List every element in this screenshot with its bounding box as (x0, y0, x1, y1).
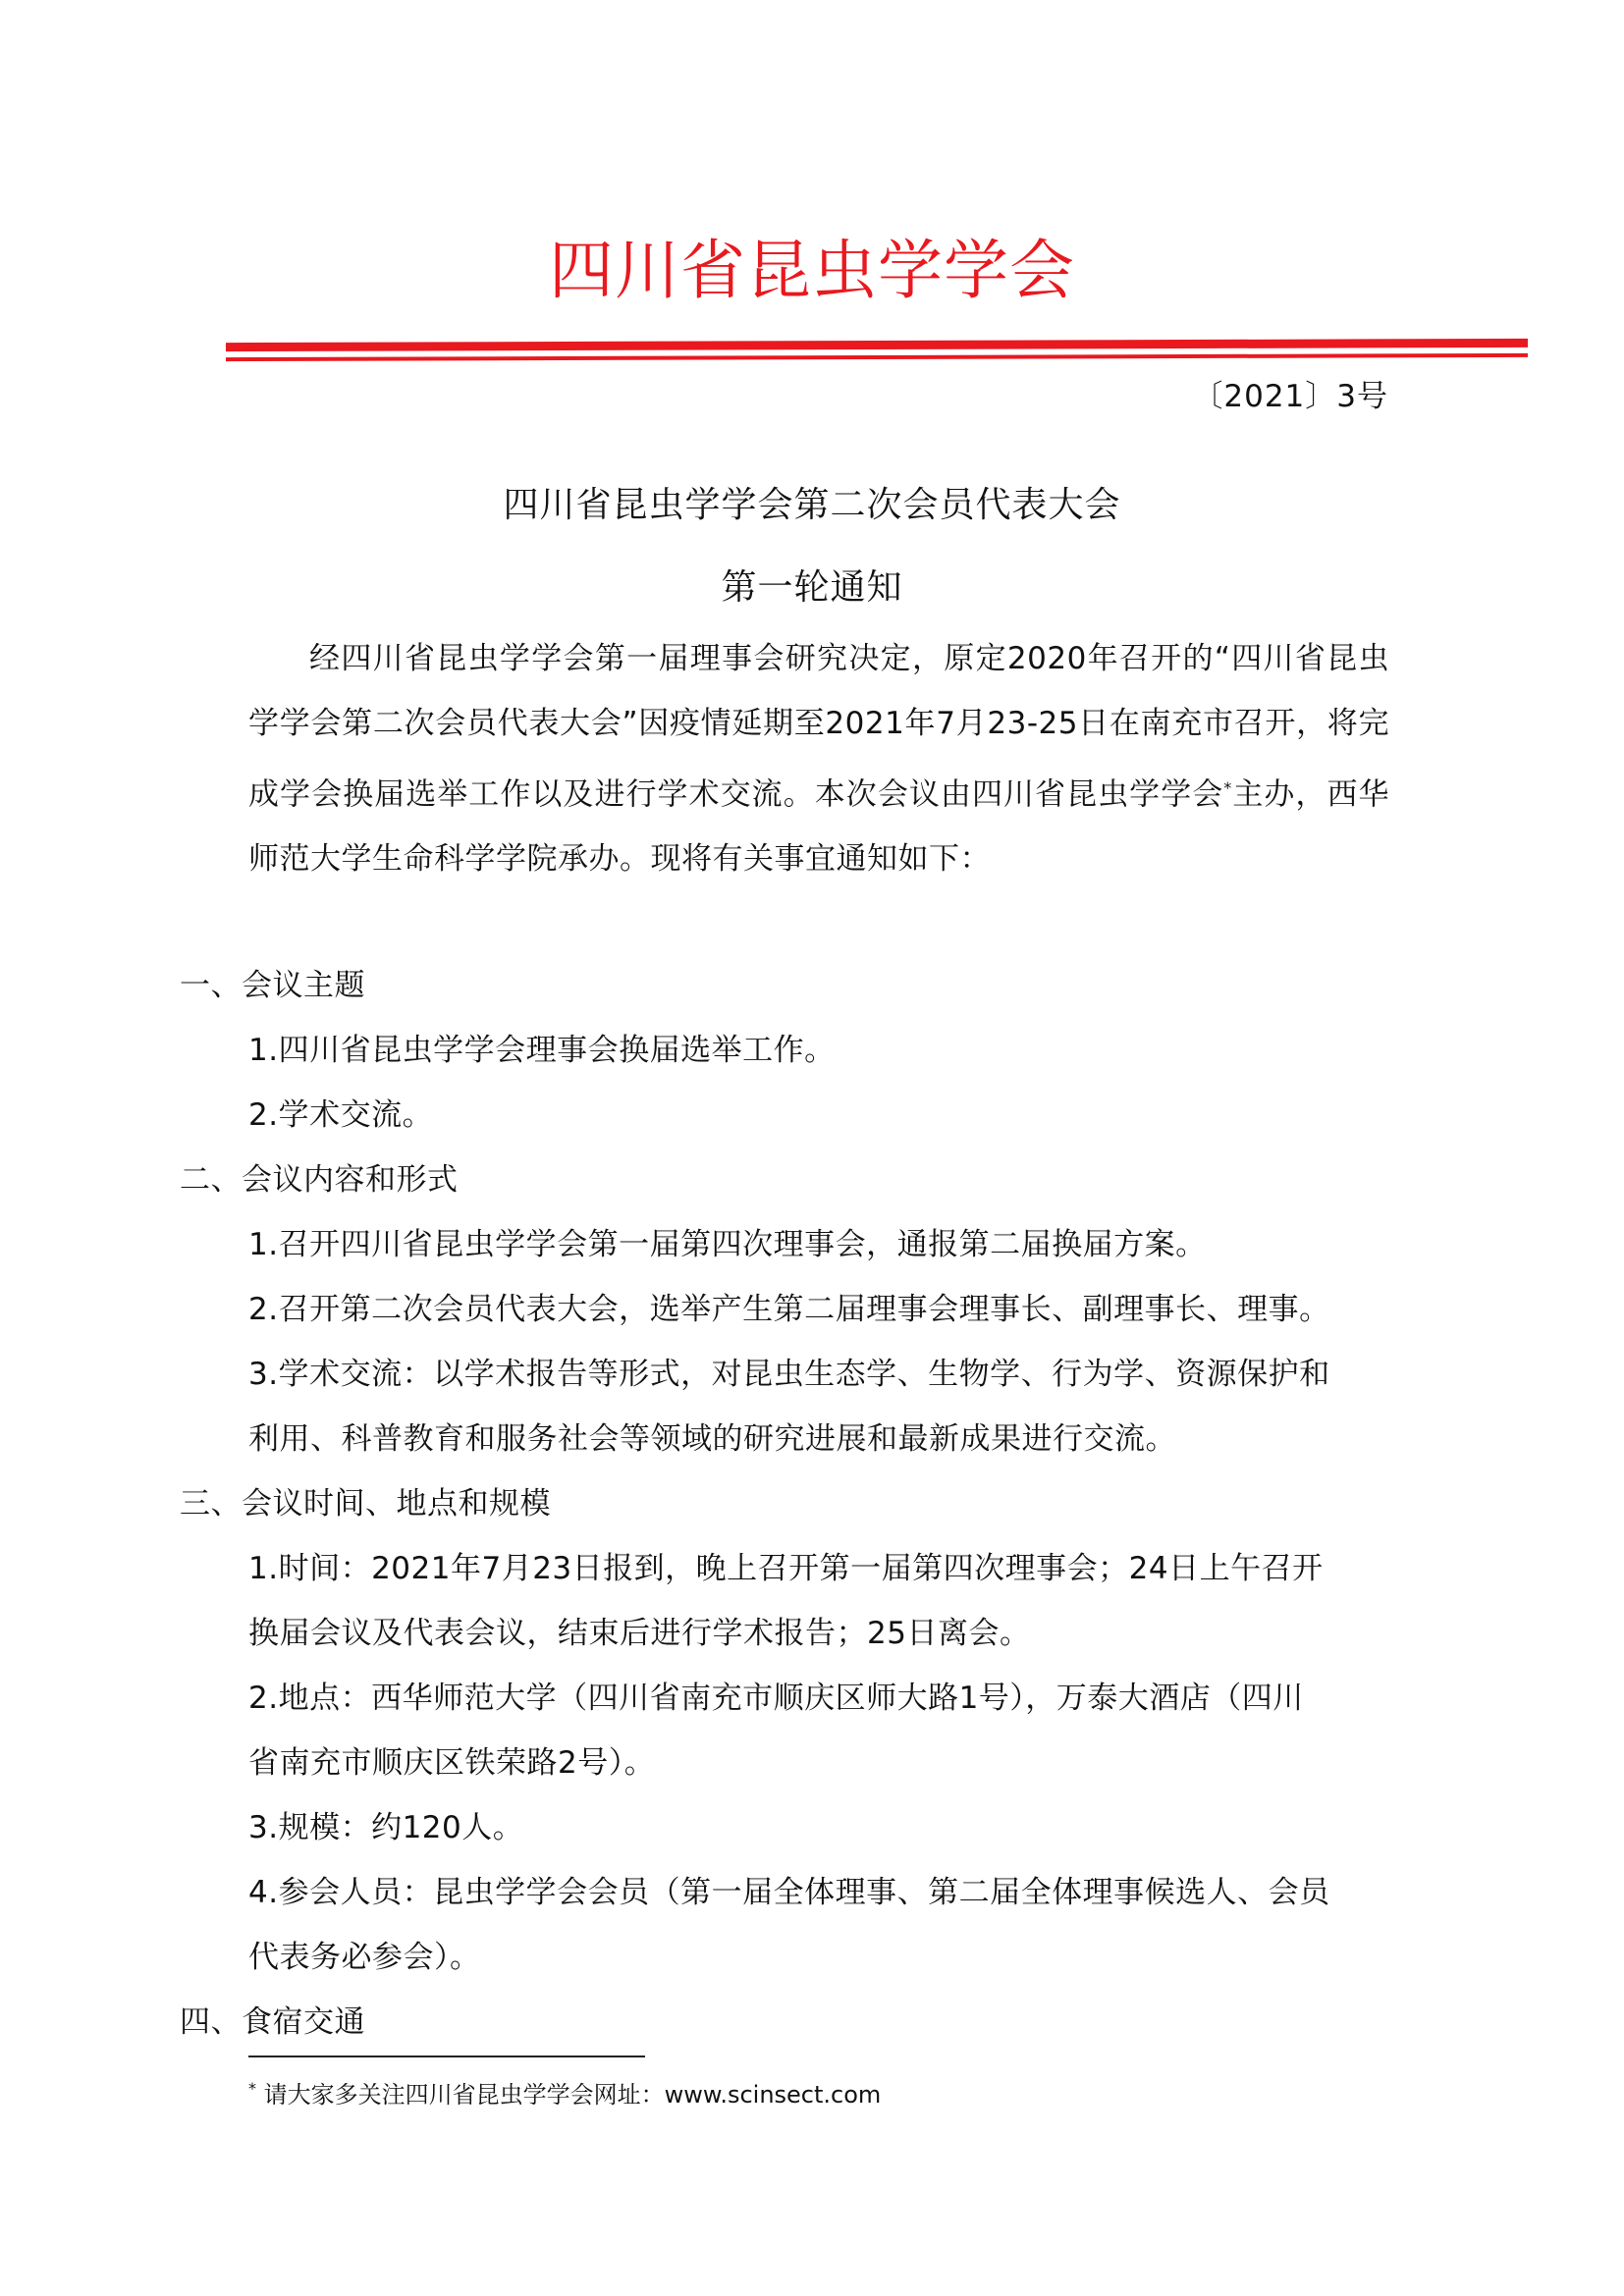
intro-text-part1: 经四川省昆虫学学会第一届理事会研究决定，原定2020年召开的“四川省昆虫学学会第二次会员代表大会”因疫情延期至2021年7月23-25日在南充市召开，将完成学会换届选举工作以及进行学术交流。本次会议由四川省昆虫学学会 (248, 641, 1389, 813)
section-heading: 二、会议内容和形式 (180, 1162, 459, 1198)
section-item-continuation: 省南充市顺庆区铁荣路2号）。 (248, 1745, 656, 1781)
section-heading: 四、食宿交通 (180, 2004, 365, 2040)
letterhead-red-rule-thick (226, 339, 1528, 351)
letterhead-red-rule-thin (226, 353, 1528, 361)
section-item-continuation: 代表务必参会）。 (248, 1940, 481, 1975)
intro-paragraph (248, 626, 1389, 891)
org-letterhead-title: 四川省昆虫学学会 (549, 233, 1075, 308)
section-item: 1.四川省昆虫学学会理事会换届选举工作。 (248, 1033, 836, 1068)
section-item-continuation: 利用、科普教育和服务社会等领域的研究进展和最新成果进行交流。 (248, 1421, 1176, 1457)
footnote-reference-mark: * (1223, 778, 1232, 797)
document-number: 〔2021〕3号 (1192, 379, 1388, 414)
section-item: 3.规模：约120人。 (248, 1810, 524, 1845)
section-item: 3.学术交流：以学术报告等形式，对昆虫生态学、生物学、行为学、资源保护和 (248, 1357, 1330, 1392)
section-item: 1.时间：2021年7月23日报到，晚上召开第一届第四次理事会；24日上午召开 (248, 1551, 1324, 1586)
section-heading: 三、会议时间、地点和规模 (180, 1486, 551, 1522)
section-item-continuation: 换届会议及代表会议，结束后进行学术报告；25日离会。 (248, 1616, 1031, 1651)
section-item: 2.学术交流。 (248, 1097, 434, 1133)
footnote-text: 请大家多关注四川省昆虫学学会网址：www.scinsect.com (263, 2081, 882, 2109)
document-subtitle: 第一轮通知 (721, 567, 903, 608)
section-item: 2.地点：西华师范大学（四川省南充市顺庆区师大路1号），万泰大酒店（四川 (248, 1681, 1304, 1716)
document-title: 四川省昆虫学学会第二次会员代表大会 (503, 485, 1121, 525)
section-item: 2.召开第二次会员代表大会，选举产生第二届理事会理事长、副理事长、理事。 (248, 1292, 1330, 1327)
section-item: 1.召开四川省昆虫学学会第一届第四次理事会，通报第二届换届方案。 (248, 1227, 1207, 1262)
intro-text-part2: 主办，西华师范大学生命科学学院承办。现将有关事宜通知如下： (248, 776, 1390, 878)
footnote-separator (248, 2056, 645, 2057)
section-heading: 一、会议主题 (180, 968, 365, 1003)
footnote-mark: * (248, 2079, 256, 2098)
section-item: 4.参会人员：昆虫学学会会员（第一届全体理事、第二届全体理事候选人、会员 (248, 1875, 1330, 1910)
footnote (248, 2075, 881, 2109)
